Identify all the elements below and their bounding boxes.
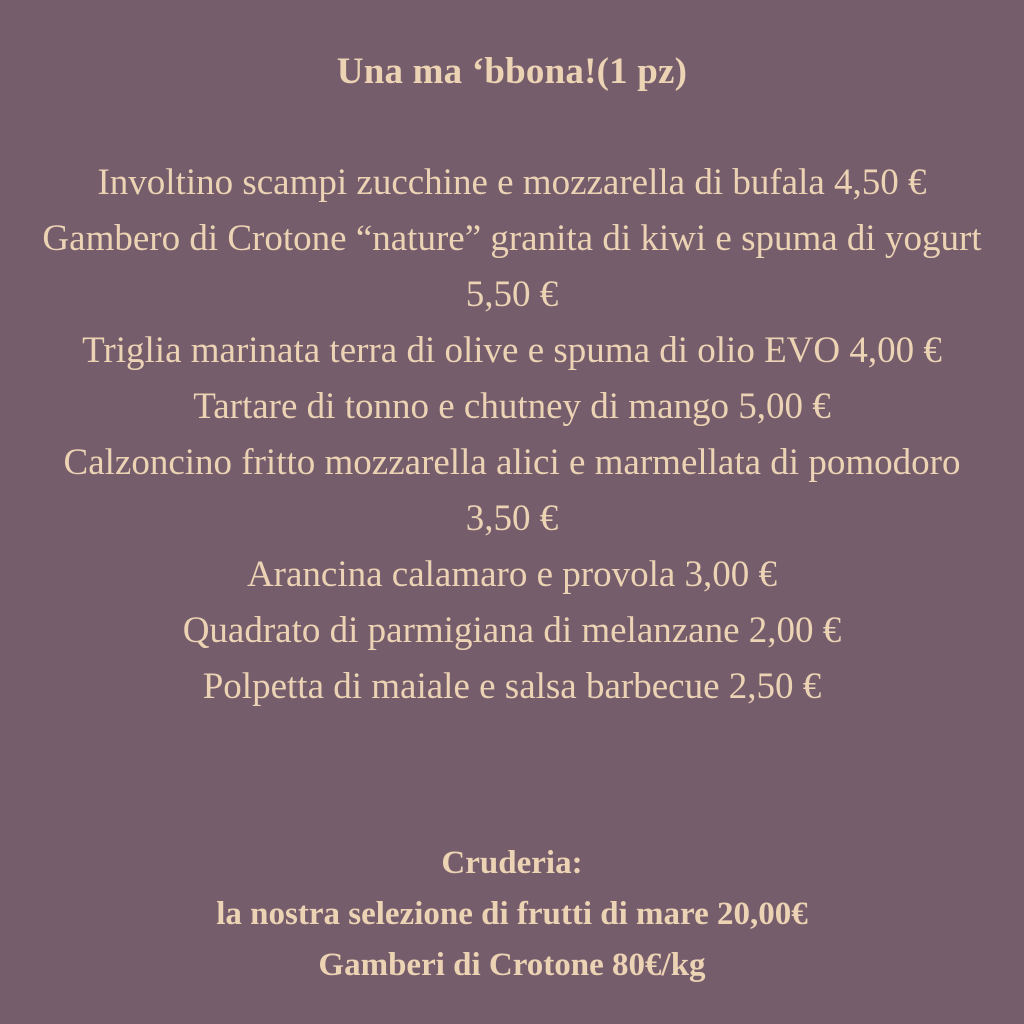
menu-item-price: 3,50 € [465,498,559,539]
cruderia-gamberi: Gamberi di Crotone 80€/kg [318,947,706,983]
menu-item [40,155,984,211]
menu-item-price: 4,50 € [834,162,927,203]
menu-title: Una ma ‘bbona!(1 pz) [336,51,688,92]
menu-item [40,603,984,659]
menu-item-name: Quadrato di parmigiana di melanzane [182,610,740,651]
menu-item [40,435,984,547]
menu-item-price: 2,50 € [728,666,822,707]
menu-item-name: Involtino scampi zucchine e mozzarella di bufala [97,162,825,203]
menu-item-name: Arancina calamaro e provola [246,554,676,595]
menu-item-name: Calzoncino fritto mozzarella alici e marmellata di pomodoro [63,442,961,483]
menu-item [40,379,984,435]
menu-item-name: Tartare di tonno e chutney di mango [193,386,730,427]
cruderia-selection: la nostra selezione di frutti di mare 20,00€ [216,896,808,932]
menu-item-name: Polpetta di maiale e salsa barbecue [202,666,720,707]
menu-item [40,211,984,323]
menu-item-price: 5,50 € [465,274,559,315]
menu-item-price: 3,00 € [684,554,778,595]
menu-item [40,547,984,603]
cruderia-heading: Cruderia: [441,845,583,881]
menu-item-name: Triglia marinata terra di olive e spuma di olio EVO [82,330,841,371]
menu-item-list [40,155,984,715]
cruderia-section [0,838,1024,991]
menu-item-price: 2,00 € [748,610,842,651]
menu-item-price: 5,00 € [738,386,831,427]
menu-item [40,659,984,715]
menu-item [40,323,984,379]
menu-item-name: Gambero di Crotone “nature” granita di kiwi e spuma di yogurt [42,218,982,259]
menu-item-price: 4,00 € [849,330,942,371]
